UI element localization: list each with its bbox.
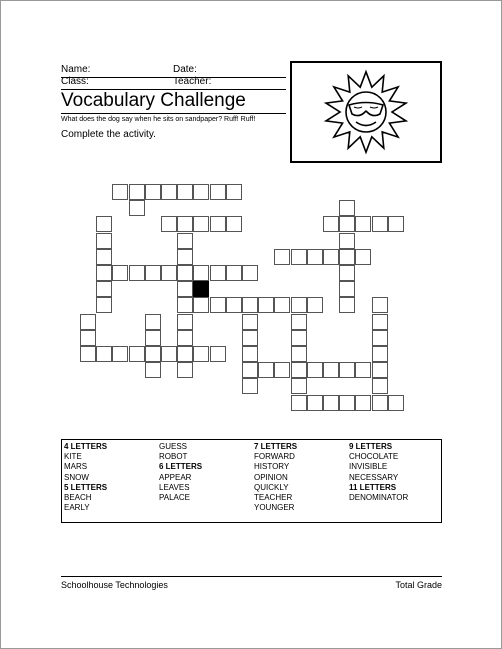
crossword-cell[interactable] <box>145 314 161 330</box>
crossword-cell[interactable] <box>177 249 193 265</box>
crossword-cell[interactable] <box>339 233 355 249</box>
joke-text: What does the dog say when he sits on sandpaper? Ruff! Ruff! <box>61 116 256 123</box>
crossword-cell[interactable] <box>177 216 193 232</box>
crossword-cell[interactable] <box>291 297 307 313</box>
word-entry: CHOCOLATE <box>349 452 399 462</box>
word-entry: EARLY <box>64 503 90 513</box>
crossword-cell[interactable] <box>193 297 209 313</box>
crossword-cell[interactable] <box>177 297 193 313</box>
crossword-cell[interactable] <box>339 362 355 378</box>
crossword-cell[interactable] <box>177 346 193 362</box>
crossword-black-square <box>193 281 209 297</box>
crossword-cell[interactable] <box>161 346 177 362</box>
crossword-cell[interactable] <box>96 233 112 249</box>
word-entry: LEAVES <box>159 482 190 492</box>
crossword-cell[interactable] <box>242 297 258 313</box>
crossword-cell[interactable] <box>388 395 404 411</box>
word-entry: OPINION <box>254 472 288 482</box>
crossword-cell[interactable] <box>242 346 258 362</box>
crossword-cell[interactable] <box>372 216 388 232</box>
word-entry: GUESS <box>159 442 188 451</box>
word-entry: 9 LETTERS <box>349 442 393 451</box>
crossword-cell[interactable] <box>226 216 242 232</box>
crossword-cell[interactable] <box>145 362 161 378</box>
name-label: Name: <box>61 64 91 75</box>
crossword-cell[interactable] <box>210 346 226 362</box>
word-entry: KITE <box>64 452 82 462</box>
word-entry: FORWARD <box>254 452 295 462</box>
crossword-cell[interactable] <box>129 265 145 281</box>
crossword-cell[interactable] <box>307 249 323 265</box>
crossword-cell[interactable] <box>193 216 209 232</box>
crossword-grid <box>1 1 501 421</box>
crossword-cell[interactable] <box>177 281 193 297</box>
crossword-cell[interactable] <box>161 184 177 200</box>
crossword-cell[interactable] <box>145 346 161 362</box>
crossword-cell[interactable] <box>274 249 290 265</box>
crossword-cell[interactable] <box>307 297 323 313</box>
crossword-cell[interactable] <box>129 184 145 200</box>
class-label: Class: <box>61 76 89 87</box>
word-entry: TEACHER <box>254 492 293 502</box>
crossword-cell[interactable] <box>242 362 258 378</box>
footer-publisher: Schoolhouse Technologies <box>61 580 168 590</box>
crossword-cell[interactable] <box>80 330 96 346</box>
word-column-1 <box>64 442 107 513</box>
crossword-cell[interactable] <box>210 297 226 313</box>
teacher-label: Teacher: <box>173 76 212 87</box>
word-entry: MARS <box>64 462 88 472</box>
crossword-cell[interactable] <box>129 200 145 216</box>
crossword-cell[interactable] <box>161 265 177 281</box>
footer-total-grade: Total Grade <box>395 580 442 590</box>
crossword-cell[interactable] <box>355 362 371 378</box>
crossword-cell[interactable] <box>339 297 355 313</box>
crossword-cell[interactable] <box>323 216 339 232</box>
crossword-cell[interactable] <box>372 362 388 378</box>
crossword-cell[interactable] <box>339 216 355 232</box>
crossword-cell[interactable] <box>242 330 258 346</box>
crossword-cell[interactable] <box>307 362 323 378</box>
crossword-cell[interactable] <box>291 314 307 330</box>
crossword-cell[interactable] <box>307 395 323 411</box>
crossword-cell[interactable] <box>226 184 242 200</box>
word-entry: 6 LETTERS <box>159 462 203 472</box>
crossword-cell[interactable] <box>96 265 112 281</box>
crossword-cell[interactable] <box>291 378 307 394</box>
crossword-cell[interactable] <box>210 184 226 200</box>
crossword-cell[interactable] <box>145 330 161 346</box>
word-entry: HISTORY <box>254 462 290 472</box>
crossword-cell[interactable] <box>112 346 128 362</box>
crossword-cell[interactable] <box>355 395 371 411</box>
crossword-cell[interactable] <box>80 314 96 330</box>
crossword-cell[interactable] <box>226 265 242 281</box>
crossword-cell[interactable] <box>112 265 128 281</box>
crossword-cell[interactable] <box>96 216 112 232</box>
crossword-cell[interactable] <box>372 378 388 394</box>
crossword-cell[interactable] <box>258 297 274 313</box>
word-entry: INVISIBLE <box>349 462 388 472</box>
crossword-cell[interactable] <box>242 378 258 394</box>
crossword-cell[interactable] <box>258 362 274 378</box>
word-entry: BEACH <box>64 492 92 502</box>
word-entry: PALACE <box>159 492 190 502</box>
crossword-cell[interactable] <box>323 249 339 265</box>
crossword-cell[interactable] <box>339 249 355 265</box>
word-entry: QUICKLY <box>254 482 289 492</box>
crossword-cell[interactable] <box>372 330 388 346</box>
crossword-cell[interactable] <box>129 346 145 362</box>
crossword-cell[interactable] <box>339 265 355 281</box>
crossword-cell[interactable] <box>96 249 112 265</box>
crossword-cell[interactable] <box>372 314 388 330</box>
crossword-cell[interactable] <box>210 216 226 232</box>
word-column-3 <box>254 442 297 513</box>
crossword-cell[interactable] <box>96 346 112 362</box>
crossword-cell[interactable] <box>193 265 209 281</box>
crossword-cell[interactable] <box>372 346 388 362</box>
crossword-cell[interactable] <box>274 362 290 378</box>
crossword-cell[interactable] <box>291 330 307 346</box>
word-entry: NECESSARY <box>349 472 399 482</box>
crossword-cell[interactable] <box>177 265 193 281</box>
crossword-cell[interactable] <box>291 362 307 378</box>
crossword-cell[interactable] <box>388 216 404 232</box>
word-entry: 5 LETTERS <box>64 482 108 492</box>
word-bank <box>61 439 442 523</box>
crossword-cell[interactable] <box>355 249 371 265</box>
crossword-cell[interactable] <box>193 346 209 362</box>
crossword-cell[interactable] <box>177 330 193 346</box>
crossword-cell[interactable] <box>291 346 307 362</box>
crossword-cell[interactable] <box>339 200 355 216</box>
word-entry: ROBOT <box>159 452 188 462</box>
crossword-cell[interactable] <box>226 297 242 313</box>
crossword-cell[interactable] <box>372 297 388 313</box>
word-column-2 <box>159 442 202 503</box>
word-entry: 11 LETTERS <box>349 482 397 492</box>
crossword-cell[interactable] <box>323 362 339 378</box>
crossword-cell[interactable] <box>193 184 209 200</box>
crossword-cell[interactable] <box>355 216 371 232</box>
crossword-cell[interactable] <box>177 362 193 378</box>
crossword-cell[interactable] <box>242 265 258 281</box>
crossword-cell[interactable] <box>274 297 290 313</box>
crossword-cell[interactable] <box>291 249 307 265</box>
crossword-cell[interactable] <box>96 281 112 297</box>
crossword-cell[interactable] <box>112 184 128 200</box>
crossword-cell[interactable] <box>177 233 193 249</box>
crossword-cell[interactable] <box>145 184 161 200</box>
crossword-cell[interactable] <box>161 216 177 232</box>
word-column-4 <box>349 442 408 503</box>
crossword-cell[interactable] <box>323 395 339 411</box>
crossword-cell[interactable] <box>96 297 112 313</box>
date-label: Date: <box>173 64 197 75</box>
crossword-cell[interactable] <box>339 395 355 411</box>
crossword-cell[interactable] <box>145 265 161 281</box>
crossword-cell[interactable] <box>210 265 226 281</box>
crossword-cell[interactable] <box>177 314 193 330</box>
word-entry: 4 LETTERS <box>64 442 108 451</box>
footer-divider <box>61 576 442 577</box>
crossword-cell[interactable] <box>291 395 307 411</box>
word-entry: SNOW <box>64 472 89 482</box>
crossword-cell[interactable] <box>80 346 96 362</box>
word-entry: APPEAR <box>159 472 192 482</box>
crossword-cell[interactable] <box>242 314 258 330</box>
instructions-text: Complete the activity. <box>61 129 156 140</box>
word-entry: 7 LETTERS <box>254 442 298 451</box>
word-entry: DENOMINATOR <box>349 492 409 502</box>
page-title: Vocabulary Challenge <box>61 89 286 114</box>
crossword-cell[interactable] <box>339 281 355 297</box>
word-entry: YOUNGER <box>254 503 295 513</box>
crossword-cell[interactable] <box>372 395 388 411</box>
crossword-cell[interactable] <box>177 184 193 200</box>
